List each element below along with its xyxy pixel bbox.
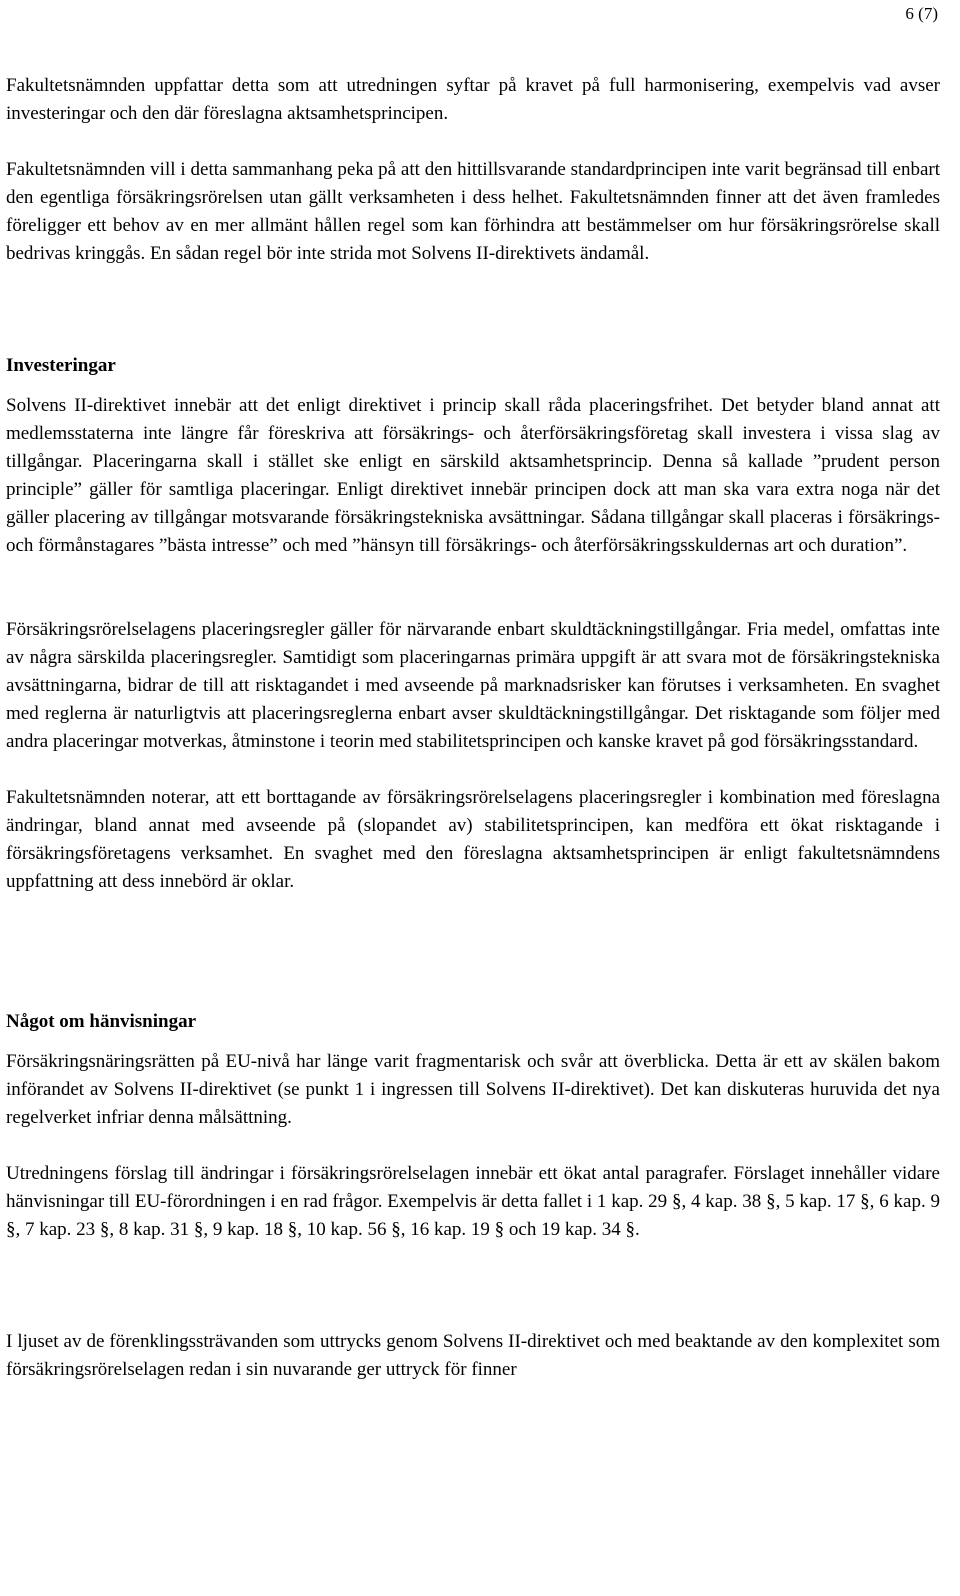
section-heading-investeringar: Investeringar [6, 355, 116, 376]
paragraph-risktagande: Fakultetsnämnden noterar, att ett borttagande av försäkringsrörelselagens placeringsregler i kombination med föreslagna ändringar, bland annat med avseende på (slopandet av) stabilitetsprincipen, kan medföra ett ökat risktagande i försäkringsföretagens verksamhet. En svaghet med den föreslagna aktsamhetsprincipen är enligt fakultetsnämndens uppfattning att dess innebörd är oklar. [6, 787, 940, 892]
section-heading-hanvisningar: Något om hänvisningar [6, 1011, 197, 1032]
paragraph-harmonisering: Fakultetsnämnden uppfattar detta som att utredningen syftar på kravet på full harmonisering, exempelvis vad avser investeringar och den där föreslagna aktsamhetsprincipen. [6, 75, 940, 124]
paragraph-placeringsfrihet: Solvens II-direktivet innebär att det enligt direktivet i princip skall råda placeringsfrihet. Det betyder bland annat att medlemsstaterna inte längre får föreskriva att försäkrings- och återförsäkringsföretag skall investera i vissa slag av tillgångar. Placeringarna skall i stället ske enligt en särskild aktsamhetsprincip. Denna så kallade ”prudent person principle” gäller för samtliga placeringar. Enligt direktivet innebär principen dock att man ska vara extra noga när det gäller placering av tillgångar motsvarande försäkringstekniska avsättningar. Sådana tillgångar skall placeras i försäkrings- och förmånstagares ”bästa intresse” och med ”hänsyn till försäkrings- och återförsäkringsskuldernas art och duration”. [6, 395, 940, 556]
paragraph-paragrafer: Utredningens förslag till ändringar i försäkringsrörelselagen innebär ett ökat antal paragrafer. Förslaget innehåller vidare hänvisningar till EU-förordningen i en rad frågor. Exempelvis är detta fallet i 1 kap. 29 §, 4 kap. 38 §, 5 kap. 17 §, 6 kap. 9 §, 7 kap. 23 §, 8 kap. 31 §, 9 kap. 18 §, 10 kap. 56 §, 16 kap. 19 § och 19 kap. 34 §. [6, 1163, 940, 1240]
paragraph-standardprincipen: Fakultetsnämnden vill i detta sammanhang peka på att den hittillsvarande standardprincipen inte varit begränsad till enbart den egentliga försäkringsrörelsen utan gällt verksamheten i dess helhet. Fakultetsnämnden finner att det även framledes föreligger ett behov av en mer allmänt hållen regel som kan förhindra att bestämmelser om hur försäkringsrörelse skall bedrivas kringgås. En sådan regel bör inte strida mot Solvens II-direktivets ändamål. [6, 159, 940, 264]
paragraph-fragmentarisk: Försäkringsnäringsrätten på EU-nivå har länge varit fragmentarisk och svår att överblicka. Detta är ett av skälen bakom införandet av Solvens II-direktivet (se punkt 1 i ingressen till Solvens II-direktivet). Det kan diskuteras huruvida det nya regelverket infriar denna målsättning. [6, 1051, 940, 1128]
paragraph-forenkling: I ljuset av de förenklingssträvanden som uttrycks genom Solvens II-direktivet och med beaktande av den komplexitet som försäkringsrörelselagen redan i sin nuvarande ger uttryck för finner [6, 1331, 940, 1380]
page-number: 6 (7) [905, 4, 938, 23]
paragraph-placeringsregler: Försäkringsrörelselagens placeringsregler gäller för närvarande enbart skuldtäckningstillgångar. Fria medel, omfattas inte av några särskilda placeringsregler. Samtidigt som placeringarnas primära uppgift är att svara mot de försäkringstekniska avsättningarna, bidrar de till att risktagandet i med avseende på marknadsrisker kan förutses i verksamheten. En svaghet med reglerna är naturligtvis att placeringsreglerna enbart avser skuldtäckningstillgångar. Det risktagande som följer med andra placeringar motverkas, åtminstone i teorin med stabilitetsprincipen och kanske kravet på god försäkringsstandard. [6, 619, 940, 752]
document-body [6, 72, 940, 1384]
